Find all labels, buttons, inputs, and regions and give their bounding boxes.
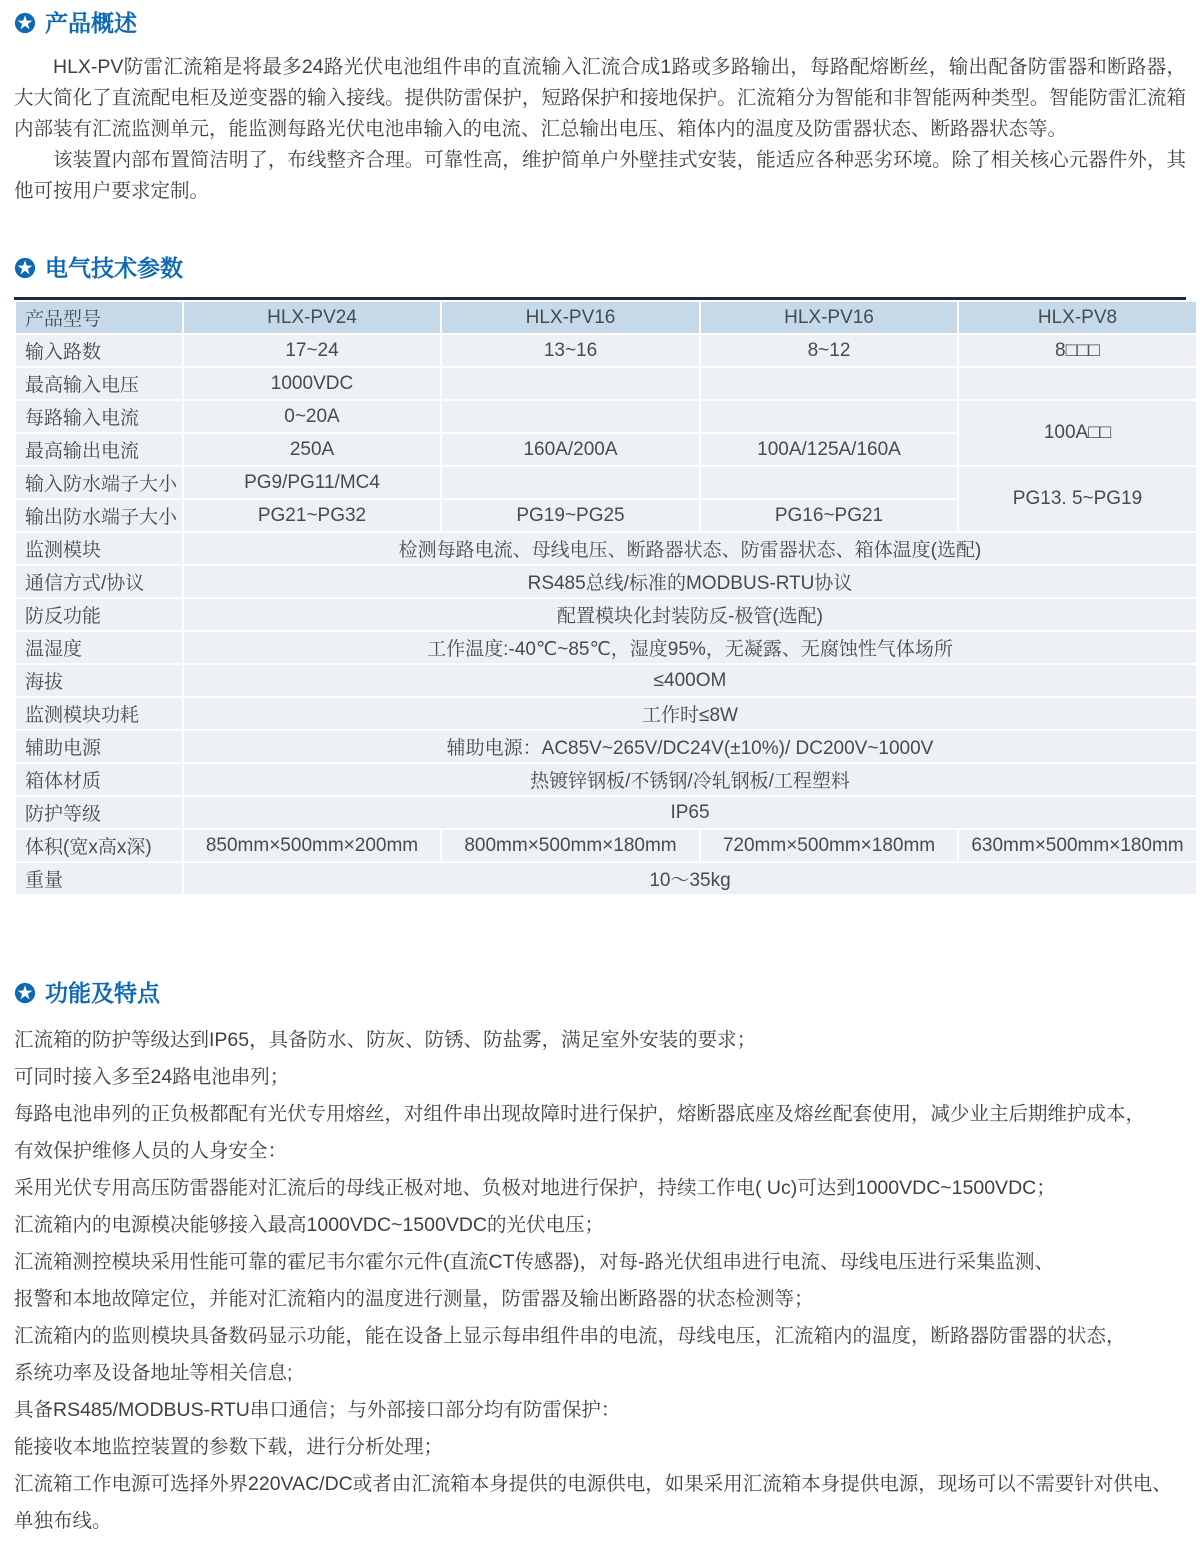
table-value-cell: PG21~PG32 bbox=[184, 500, 440, 531]
table-header-cell: HLX-PV24 bbox=[184, 302, 440, 333]
table-row bbox=[16, 401, 1196, 432]
table-row-label: 防反功能 bbox=[16, 599, 182, 630]
table-value-cell: PG19~PG25 bbox=[442, 500, 699, 531]
table-value-cell: 850mm×500mm×200mm bbox=[184, 830, 440, 861]
overview-title-text: 产品概述 bbox=[45, 10, 137, 36]
table-header-cell: HLX-PV16 bbox=[701, 302, 957, 333]
table-value-cell: 工作时≤8W bbox=[184, 698, 1196, 729]
table-value-cell: 630mm×500mm×180mm bbox=[959, 830, 1196, 861]
table-row-label: 最高输入电压 bbox=[16, 368, 182, 399]
table-value-cell: 8~12 bbox=[701, 335, 957, 366]
table-row-label: 最高输出电流 bbox=[16, 434, 182, 465]
table-value-cell: IP65 bbox=[184, 797, 1196, 828]
table-value-cell: PG16~PG21 bbox=[701, 500, 957, 531]
table-value-cell: RS485总线/标准的MODBUS-RTU协议 bbox=[184, 566, 1196, 597]
table-value-cell: 100A/125A/160A bbox=[701, 434, 957, 465]
params-title-text: 电气技术参数 bbox=[45, 255, 183, 281]
feature-line: 报警和本地故障定位，并能对汇流箱内的温度进行测量，防雷器及输出断路器的状态检测等； bbox=[14, 1288, 814, 1310]
table-row bbox=[16, 467, 1196, 498]
table-value-cell: 工作温度:-40℃~85℃，湿度95%，无凝露、无腐蚀性气体场所 bbox=[184, 632, 1196, 663]
section-features bbox=[14, 978, 1186, 1540]
table-row bbox=[16, 797, 1196, 828]
table-row-label: 监测模块功耗 bbox=[16, 698, 182, 729]
params-section-title bbox=[14, 253, 1186, 283]
table-value-cell: 热镀锌钢板/不锈钢/冷轧钢板/工程塑料 bbox=[184, 764, 1196, 795]
table-row bbox=[16, 335, 1196, 366]
table-row bbox=[16, 599, 1196, 630]
table-row-label: 重量 bbox=[16, 863, 182, 894]
star-circle-icon bbox=[14, 12, 36, 34]
table-value-cell bbox=[442, 467, 699, 498]
feature-line: 汇流箱测控模块采用性能可靠的霍尼韦尔霍尔元件(直流CT传感器)，对每-路光伏组串进行电流、母线电压进行采集监测、 bbox=[14, 1251, 1054, 1273]
table-value-cell bbox=[701, 467, 957, 498]
table-row-label: 输出防水端子大小 bbox=[16, 500, 182, 531]
section-params bbox=[14, 253, 1186, 896]
table-header-row bbox=[16, 302, 1196, 333]
feature-line: 可同时接入多至24路电池串列； bbox=[14, 1066, 290, 1088]
overview-section-title bbox=[14, 8, 1186, 38]
feature-line: 能接收本地监控装置的参数下载，进行分析处理； bbox=[14, 1436, 444, 1458]
table-value-cell bbox=[442, 368, 699, 399]
table-value-cell: 辅助电源：AC85V~265V/DC24V(±10%)/ DC200V~1000V bbox=[184, 731, 1196, 762]
table-value-cell: 250A bbox=[184, 434, 440, 465]
table-value-cell: 8□□□ bbox=[959, 335, 1196, 366]
table-value-cell: ≤400OM bbox=[184, 665, 1196, 696]
table-row bbox=[16, 764, 1196, 795]
feature-line: 单独布线。 bbox=[14, 1510, 112, 1532]
features-title-text: 功能及特点 bbox=[45, 980, 160, 1006]
feature-line: 有效保护维修人员的人身安全： bbox=[14, 1140, 288, 1162]
star-circle-icon bbox=[14, 982, 36, 1004]
table-row bbox=[16, 830, 1196, 861]
table-header-cell: HLX-PV8 bbox=[959, 302, 1196, 333]
table-row bbox=[16, 632, 1196, 663]
table-row-label: 通信方式/协议 bbox=[16, 566, 182, 597]
table-value-cell: 检测每路电流、母线电压、断路器状态、防雷器状态、箱体温度(选配) bbox=[184, 533, 1196, 564]
table-value-cell bbox=[442, 401, 699, 432]
table-row bbox=[16, 698, 1196, 729]
star-circle-icon bbox=[14, 257, 36, 279]
feature-line: 采用光伏专用高压防雷器能对汇流后的母线正极对地、负极对地进行保护，持续工作电( Uc)可达到1000VDC~1500VDC； bbox=[14, 1177, 1056, 1199]
feature-line: 汇流箱内的电源模决能够接入最高1000VDC~1500VDC的光伏电压； bbox=[14, 1214, 604, 1236]
table-value-cell: PG13. 5~PG19 bbox=[959, 467, 1196, 531]
table-value-cell: PG9/PG11/MC4 bbox=[184, 467, 440, 498]
table-value-cell: 13~16 bbox=[442, 335, 699, 366]
table-row bbox=[16, 731, 1196, 762]
table-row bbox=[16, 533, 1196, 564]
table-value-cell bbox=[701, 368, 957, 399]
table-row bbox=[16, 368, 1196, 399]
table-value-cell: 720mm×500mm×180mm bbox=[701, 830, 957, 861]
table-row-label: 防护等级 bbox=[16, 797, 182, 828]
table-row-label: 输入路数 bbox=[16, 335, 182, 366]
table-value-cell: 配置模块化封装防反-极管(选配) bbox=[184, 599, 1196, 630]
table-row-label: 输入防水端子大小 bbox=[16, 467, 182, 498]
table-row-label: 箱体材质 bbox=[16, 764, 182, 795]
table-row bbox=[16, 566, 1196, 597]
params-table-body bbox=[16, 335, 1196, 894]
feature-line: 汇流箱的防护等级达到IP65，具备防水、防灰、防锈、防盐雾，满足室外安装的要求； bbox=[14, 1029, 757, 1051]
feature-line: 系统功率及设备地址等相关信息; bbox=[14, 1362, 293, 1384]
table-row bbox=[16, 665, 1196, 696]
table-value-cell: 17~24 bbox=[184, 335, 440, 366]
table-header-cell: HLX-PV16 bbox=[442, 302, 699, 333]
table-row-label: 体积(宽x高x深) bbox=[16, 830, 182, 861]
params-table-wrap bbox=[14, 297, 1186, 896]
table-row bbox=[16, 863, 1196, 894]
table-value-cell: 800mm×500mm×180mm bbox=[442, 830, 699, 861]
table-value-cell: 160A/200A bbox=[442, 434, 699, 465]
features-section-title bbox=[14, 978, 1186, 1008]
table-value-cell: 1000VDC bbox=[184, 368, 440, 399]
table-value-cell: 0~20A bbox=[184, 401, 440, 432]
section-overview bbox=[14, 8, 1186, 207]
table-header-cell: 产品型号 bbox=[16, 302, 182, 333]
params-table-head bbox=[16, 302, 1196, 333]
table-value-cell: 100A□□ bbox=[959, 401, 1196, 465]
overview-paragraph: 该装置内部布置简洁明了，布线整齐合理。可靠性高，维护简单户外壁挂式安装，能适应各种恶劣环境。除了相关核心元器件外，其他可按用户要求定制。 bbox=[14, 149, 1186, 202]
table-value-cell bbox=[959, 368, 1196, 399]
feature-line: 汇流箱内的监则模块具备数码显示功能，能在设备上显示每串组件串的电流，母线电压，汇流箱内的温度，断路器防雷器的状态， bbox=[14, 1325, 1126, 1347]
table-row-label: 温湿度 bbox=[16, 632, 182, 663]
feature-line: 具备RS485/MODBUS-RTU串口通信；与外部接口部分均有防雷保护： bbox=[14, 1399, 621, 1421]
table-value-cell bbox=[701, 401, 957, 432]
table-row-label: 监测模块 bbox=[16, 533, 182, 564]
params-table bbox=[14, 300, 1198, 896]
table-row-label: 每路输入电流 bbox=[16, 401, 182, 432]
features-list bbox=[14, 1022, 1186, 1540]
table-row-label: 海拔 bbox=[16, 665, 182, 696]
table-value-cell: 10～35kg bbox=[184, 863, 1196, 894]
feature-line: 每路电池串列的正负极都配有光伏专用熔丝，对组件串出现故障时进行保护，熔断器底座及熔丝配套使用，减少业主后期维护成本， bbox=[14, 1103, 1146, 1125]
overview-paragraph: HLX-PV防雷汇流箱是将最多24路光伏电池组件串的直流输入汇流合成1路或多路输出，每路配熔断丝，输出配备防雷器和断路器，大大简化了直流配电柜及逆变器的输入接线。提供防雷保护，短路保护和接地保护。汇流箱分为智能和非智能两种类型。智能防雷汇流箱内部装有汇流监测单元，能监测每路光伏电池串输入的电流、汇总输出电压、箱体内的温度及防雷器状态、断路器状态等。 bbox=[14, 56, 1186, 140]
table-row-label: 辅助电源 bbox=[16, 731, 182, 762]
overview-paragraphs bbox=[14, 52, 1186, 207]
feature-line: 汇流箱工作电源可选择外界220VAC/DC或者由汇流箱本身提供的电源供电，如果采用汇流箱本身提供电源，现场可以不需要针对供电、 bbox=[14, 1473, 1172, 1495]
